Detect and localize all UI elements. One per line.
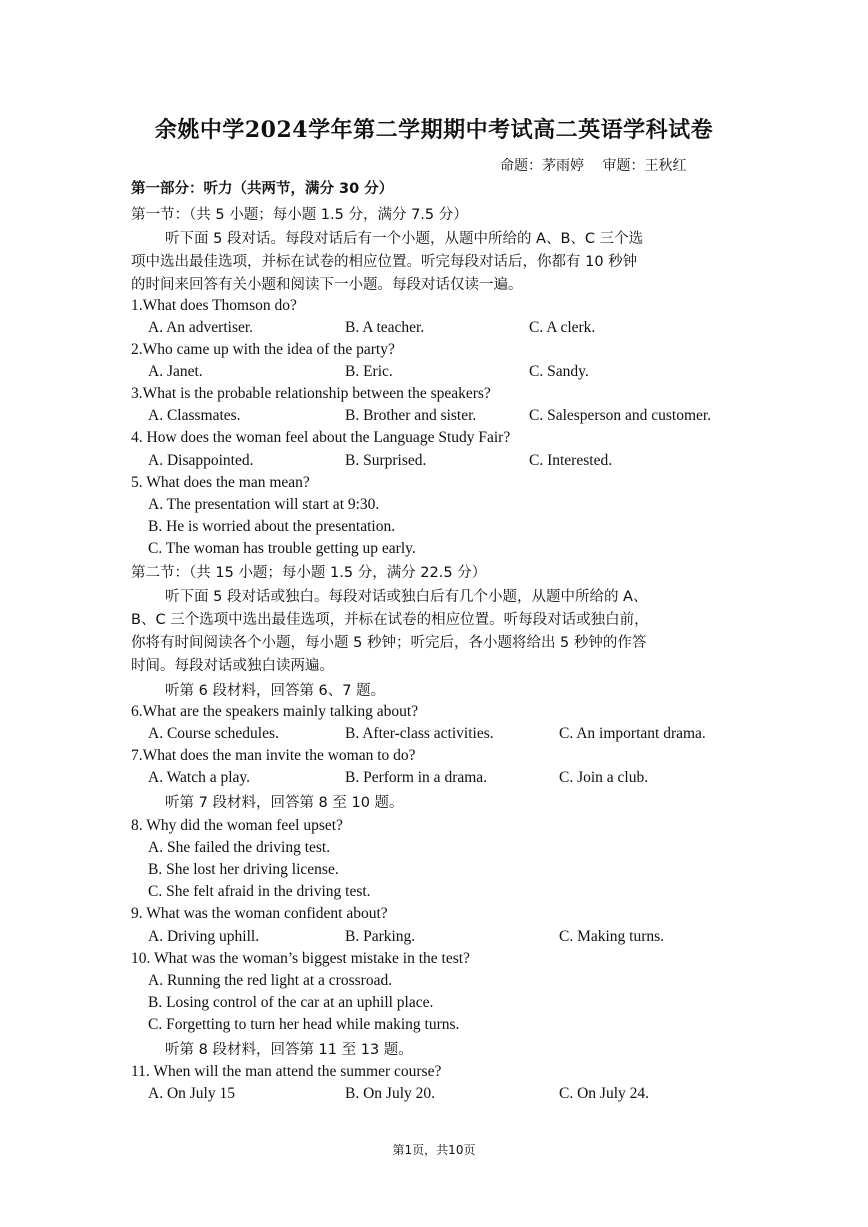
option-b: B. On July 20. <box>345 1085 435 1102</box>
option-c: C. The woman has trouble getting up early. <box>148 540 416 557</box>
option-a: A. The presentation will start at 9:30. <box>148 496 380 513</box>
option-b: B. Parking. <box>345 928 416 945</box>
option-c: C. On July 24. <box>559 1085 649 1102</box>
question-3: 3.What is the probable relationship between the speakers? <box>131 385 491 402</box>
question-11: 11. When will the man attend the summer course? <box>131 1063 442 1080</box>
question-8: 8. Why did the woman feel upset? <box>131 817 343 834</box>
question-6: 6.What are the speakers mainly talking about? <box>131 703 419 720</box>
option-b: B. A teacher. <box>345 319 425 336</box>
question-1: 1.What does Thomson do? <box>131 297 297 314</box>
option-c: C. She felt afraid in the driving test. <box>148 883 371 900</box>
option-b: B. Eric. <box>345 363 393 380</box>
section1-instruction-line: 项中选出最佳选项，并标在试卷的相应位置。听完每段对话后，你都有 10 秒钟 <box>131 254 638 270</box>
option-a: A. Janet. <box>148 363 203 380</box>
option-c: C. Join a club. <box>559 769 649 786</box>
section1-heading: 第一节：（共 5 小题；每小题 1.5 分，满分 7.5 分） <box>131 207 468 223</box>
section2-instruction-line: B、C 三个选项中选出最佳选项，并标在试卷的相应位置。听每段对话或独白前， <box>131 612 649 628</box>
option-a: A. Disappointed. <box>148 452 254 469</box>
option-b: B. After-class activities. <box>345 725 494 742</box>
page-footer: 第1页，共10页 <box>392 1143 476 1157</box>
option-c: C. Sandy. <box>529 363 589 380</box>
authors-line: 命题：茅雨婷 审题：王秋红 <box>500 158 687 174</box>
option-b: B. Brother and sister. <box>345 407 477 424</box>
question-5: 5. What does the man mean? <box>131 474 310 491</box>
material-8-note: 听第 8 段材料，回答第 11 至 13 题。 <box>165 1042 413 1058</box>
material-7-note: 听第 7 段材料，回答第 8 至 10 题。 <box>165 795 404 811</box>
question-10: 10. What was the woman’s biggest mistake in the test? <box>131 950 470 967</box>
option-c: C. A clerk. <box>529 319 596 336</box>
section2-instruction-line: 你将有时间阅读各个小题，每小题 5 秒钟；听完后，各小题将给出 5 秒钟的作答 <box>131 635 647 651</box>
question-4: 4. How does the woman feel about the Language Study Fair? <box>131 429 511 446</box>
section2-heading: 第二节：（共 15 小题；每小题 1.5 分，满分 22.5 分） <box>131 565 487 581</box>
option-b: B. Losing control of the car at an uphill place. <box>148 994 434 1011</box>
option-b: B. Perform in a drama. <box>345 769 488 786</box>
section1-instruction-line: 听下面 5 段对话。每段对话后有一个小题，从题中所给的 A、B、C 三个选 <box>165 231 644 247</box>
question-7: 7.What does the man invite the woman to do? <box>131 747 416 764</box>
option-a: A. She failed the driving test. <box>148 839 331 856</box>
option-a: A. Watch a play. <box>148 769 251 786</box>
material-6-note: 听第 6 段材料，回答第 6、7 题。 <box>165 683 386 699</box>
option-a: A. Running the red light at a crossroad. <box>148 972 393 989</box>
option-a: A. Driving uphill. <box>148 928 260 945</box>
option-c: C. Making turns. <box>559 928 665 945</box>
part1-heading: 第一部分：听力（共两节，满分 30 分） <box>131 181 394 197</box>
option-a: A. An advertiser. <box>148 319 254 336</box>
exam-title: 余姚中学2024学年第二学期期中考试高二英语学科试卷 <box>154 117 714 143</box>
option-a: A. Course schedules. <box>148 725 279 742</box>
option-b: B. He is worried about the presentation. <box>148 518 396 535</box>
option-c: C. Interested. <box>529 452 613 469</box>
option-c: C. An important drama. <box>559 725 706 742</box>
option-c: C. Salesperson and customer. <box>529 407 712 424</box>
question-2: 2.Who came up with the idea of the party? <box>131 341 395 358</box>
option-b: B. She lost her driving license. <box>148 861 339 878</box>
option-a: A. On July 15 <box>148 1085 235 1102</box>
option-c: C. Forgetting to turn her head while making turns. <box>148 1016 460 1033</box>
question-9: 9. What was the woman confident about? <box>131 905 388 922</box>
section2-instruction-line: 时间。每段对话或独白读两遍。 <box>131 658 334 674</box>
option-b: B. Surprised. <box>345 452 427 469</box>
option-a: A. Classmates. <box>148 407 241 424</box>
section1-instruction-line: 的时间来回答有关小题和阅读下一小题。每段对话仅读一遍。 <box>131 277 523 293</box>
section2-instruction-line: 听下面 5 段对话或独白。每段对话或独白后有几个小题，从题中所给的 A、 <box>165 589 648 605</box>
